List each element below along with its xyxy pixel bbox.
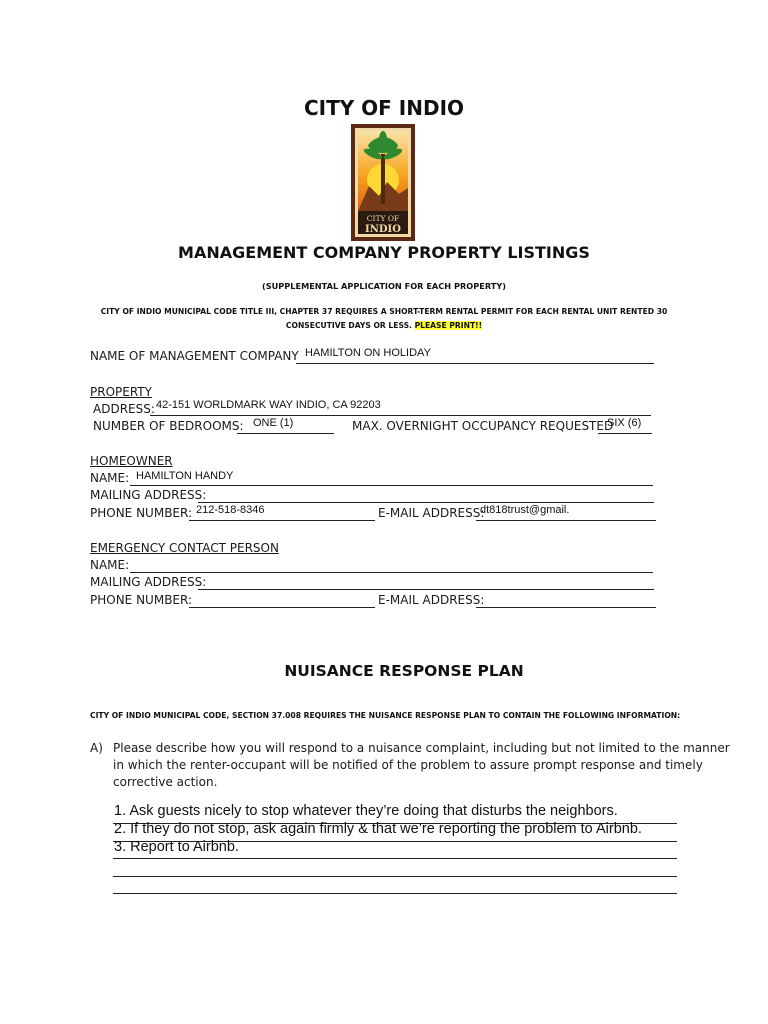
question-line1: Please describe how you will respond to a nuisance complaint, including but not limited to the manner	[113, 741, 730, 755]
emergency-phone-field[interactable]	[196, 593, 366, 607]
code-notice-text: CONSECUTIVE DAYS OR LESS.	[285, 321, 412, 330]
please-print-highlight: PLEASE PRINT!!	[414, 321, 483, 330]
emergency-heading: EMERGENCY CONTACT PERSON	[90, 541, 279, 555]
code-notice-line1: CITY OF INDIO MUNICIPAL CODE TITLE III, CHAPTER 37 REQUIRES A SHORT-TERM RENTAL PERMIT FOR EACH RENTAL UNIT RENTED 30	[100, 307, 668, 316]
supplemental-note: (SUPPLEMENTAL APPLICATION FOR EACH PROPERTY)	[261, 281, 507, 291]
emergency-mailing-label: MAILING ADDRESS:	[90, 575, 207, 589]
bedrooms-field[interactable]: ONE (1)	[253, 417, 294, 429]
management-field[interactable]: HAMILTON ON HOLIDAY	[305, 347, 431, 359]
emergency-email-label: E-MAIL ADDRESS:	[378, 593, 485, 607]
homeowner-phone-label: PHONE NUMBER:	[90, 506, 193, 520]
occupancy-label: MAX. OVERNIGHT OCCUPANCY REQUESTED	[352, 419, 614, 433]
emergency-mailing-field[interactable]	[204, 575, 644, 589]
question-line2: in which the renter-occupant will be notified of the problem to assure prompt response and timely	[113, 758, 703, 772]
bedrooms-label: NUMBER OF BEDROOMS:	[93, 419, 244, 433]
answer-line-1[interactable]: 1. Ask guests nicely to stop whatever they’re doing that disturbs the neighbors.	[114, 803, 618, 819]
homeowner-heading: HOMEOWNER	[90, 454, 173, 468]
question-line3: corrective action.	[113, 775, 218, 789]
homeowner-phone-field[interactable]: 212-518-8346	[196, 504, 265, 516]
form-title: MANAGEMENT COMPANY PROPERTY LISTINGS	[178, 243, 590, 262]
homeowner-name-label: NAME:	[90, 471, 130, 485]
city-logo	[351, 124, 415, 241]
homeowner-email-field[interactable]: dt818trust@gmail.	[480, 504, 570, 516]
homeowner-email-label: E-MAIL ADDRESS:	[378, 506, 485, 520]
item-marker: A)	[90, 741, 103, 755]
homeowner-mailing-label: MAILING ADDRESS:	[90, 488, 207, 502]
svg-text:CITY OF: CITY OF	[366, 214, 400, 223]
property-heading: PROPERTY	[90, 385, 152, 399]
homeowner-name-field[interactable]: HAMILTON HANDY	[136, 470, 234, 482]
nuisance-heading: NUISANCE RESPONSE PLAN	[284, 662, 524, 680]
occupancy-field[interactable]: SIX (6)	[607, 417, 642, 429]
nuisance-code-notice: CITY OF INDIO MUNICIPAL CODE, SECTION 37.008 REQUIRES THE NUISANCE RESPONSE PLAN TO CONTAIN THE FOLLOWING INFORMATION:	[90, 711, 681, 720]
address-label: ADDRESS:	[93, 402, 155, 416]
code-notice-line2	[0, 321, 768, 330]
address-field[interactable]: 42-151 WORLDMARK WAY INDIO, CA 92203	[156, 399, 381, 411]
emergency-name-label: NAME:	[90, 558, 130, 572]
svg-text:INDIO: INDIO	[365, 224, 401, 235]
emergency-phone-label: PHONE NUMBER:	[90, 593, 193, 607]
answer-line-3[interactable]: 3. Report to Airbnb.	[114, 839, 239, 855]
answer-line-2[interactable]: 2. If they do not stop, ask again firmly & that we’re reporting the problem to Airbnb.	[114, 821, 642, 837]
management-label: NAME OF MANAGEMENT COMPANY	[90, 349, 299, 363]
emergency-name-field[interactable]	[136, 558, 636, 572]
city-title: CITY OF INDIO	[303, 96, 465, 120]
emergency-email-field[interactable]	[480, 593, 650, 607]
